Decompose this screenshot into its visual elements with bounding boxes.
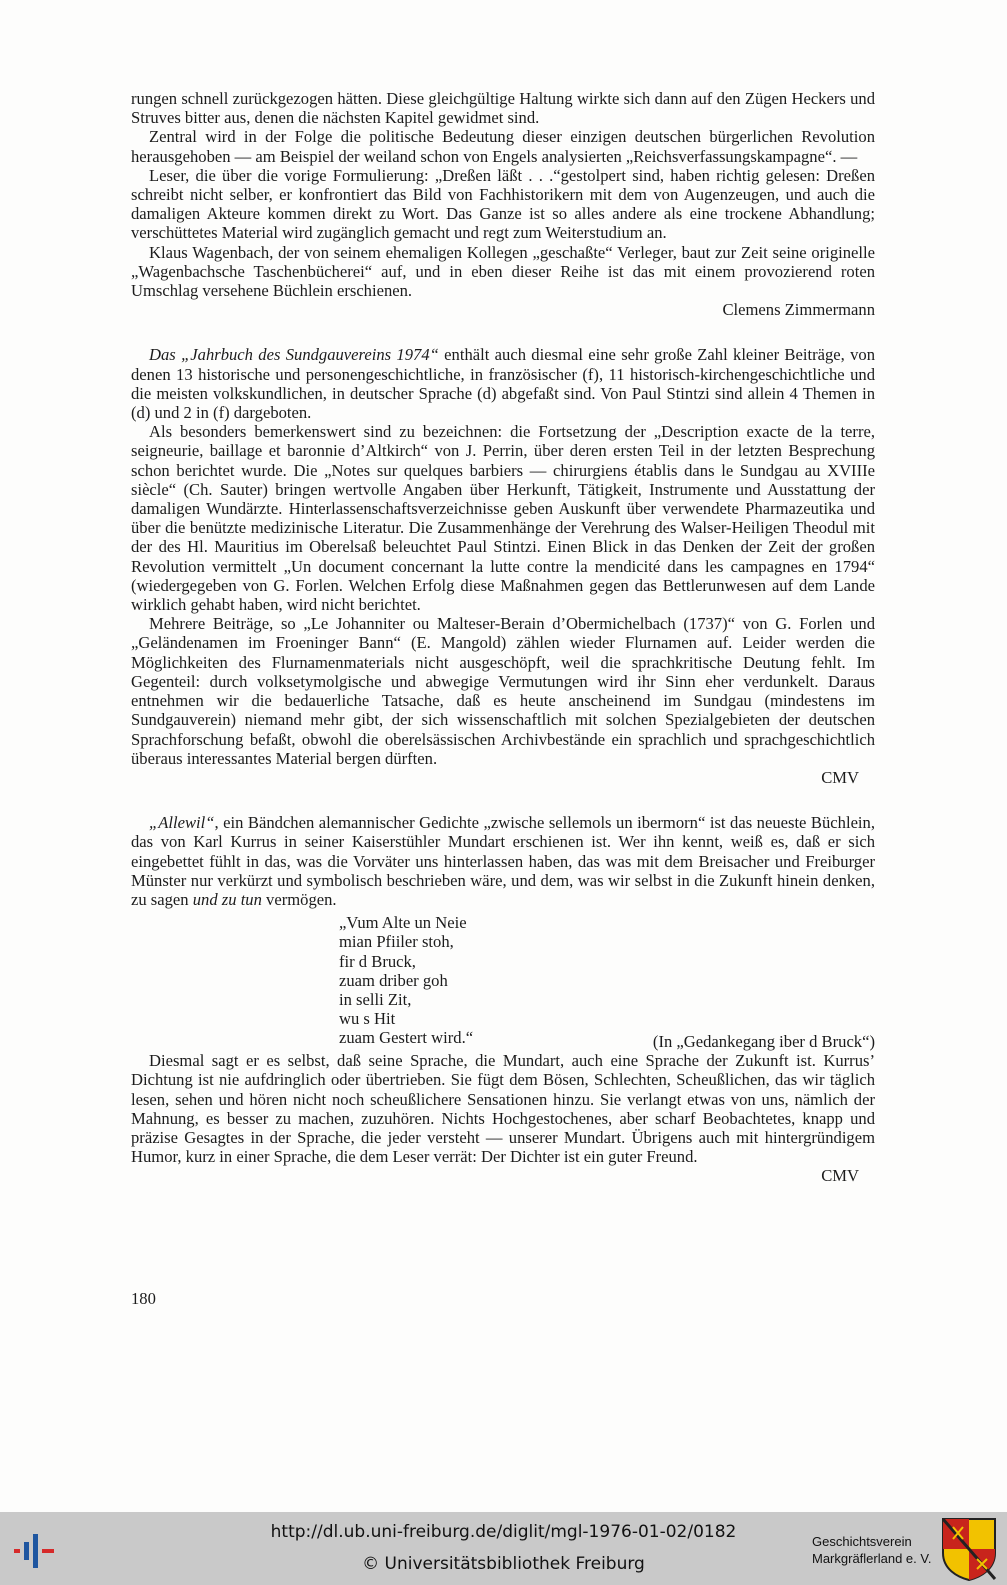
poem-line: wu s Hit [339, 1009, 396, 1029]
poem-block [131, 913, 875, 1051]
paragraph-text: vermögen. [261, 889, 337, 909]
paragraph: Zentral wird in der Folge die politische Bedeutung dieser einzigen deutschen bürgerlichen Revolution herausgehoben — am Beispiel der weiland schon von Engels analysierten „Reichsverfassungskampagne“. — [131, 127, 875, 166]
book-title: „Allewil“ [149, 813, 215, 833]
review-allewil [131, 813, 875, 1185]
poem-line: zuam driber goh [339, 970, 448, 990]
signature: CMV [821, 767, 859, 787]
review-sundgau [131, 345, 875, 787]
page-number: 180 [131, 1289, 156, 1308]
footer-bar [0, 1512, 1007, 1585]
paragraph: rungen schnell zurückgezogen hätten. Diese gleichgültige Haltung wirkte sich dann auf den Zügen Heckers und Struves bitter aus, denen die nächsten Kapitel gewidmet sind. [131, 89, 875, 128]
organization-line: Markgräflerland e. V. [812, 1551, 932, 1566]
poem-line: mian Pfiiler stoh, [339, 932, 454, 952]
poem-line: „Vum Alte un Neie [339, 913, 467, 933]
organization-line: Geschichtsverein [812, 1534, 912, 1549]
paragraph: Als besonders bemerkenswert sind zu bezeichnen: die Fortsetzung der „Description exacte de la terre, seigneurie, baillage et baronnie d’Altkirch“ von J. Perrin, über deren ersten Teil in der letzten Besprechung schon berichtet wurde. Die „Notes sur quelques barbiers — chirurgiens établis dans le Sundgau au XVIIIe siècle“ (Ch. Sauter) bringen wertvolle Angaben über Herkunft, Tätigkeit, Instrumente und Ausstattung der damaligen Wundärzte. Hinterlassenschaftsverzeichnisse geben Auskunft über verwendete Pharmazeutika und über die benützte medizinische Literatur. Die Zusammenhänge der Verehrung des Walser-Heiligen Theodul mit der des Hl. Mauritius im Oberelsaß beleuchtet Paul Stintzi. Einen Blick in das Denken der Zeit der großen Revolution vermittelt „Un document concernant la lutte contre la mendicité dans les campagnes en 1794“ (wiedergegeben von G. Forlen. Welchen Erfolg diese Maßnahmen gegen das Bettlerunwesen auf dem Lande wirklich gehabt haben, wird nicht berichtet. [131, 422, 875, 615]
poem-line: zuam Gestert wird.“ [339, 1028, 474, 1048]
paragraph-text: enthält auch diesmal eine sehr große Zahl kleiner Beiträge, von denen 13 historische und personengeschichtliche, in französischer (f), 11 historisch-kirchengeschichtliche und die meisten volkskundlichen, in deutscher Sprache (d) abgefaßt sind. Von Paul Stintzi sind allein 4 Themen in (d) und 2 in (f) dargeboten. [131, 345, 875, 423]
organization-name [812, 1533, 931, 1567]
signature: CMV [821, 1166, 859, 1186]
poem-line: fir d Bruck, [339, 951, 416, 971]
paragraph [131, 345, 875, 422]
signature: Clemens Zimmermann [722, 300, 875, 320]
copyright-notice: © Universitätsbibliothek Freiburg [362, 1554, 645, 1574]
paragraph: Mehrere Beiträge, so „Le Johanniter ou Malteser-Berain d’Obermichelbach (1737)“ von G. Forlen und „Geländenamen im Froeninger Bann“ (E. Mangold) zählen wieder Flurnamen auf. Leider werden die Möglichkeiten des Flurnamenmaterials nicht ausgeschöpft, weil die sprachkritische Deutung fehlt. Im Gegenteil: durch volksetymolgische und abwegige Vermutungen wird ihr Sinn eher verdunkelt. Daraus entnehmen wir die bedauerliche Tatsache, daß es heute anscheinend im Sundgau (mindestens im Sundgauverein) niemand mehr gibt, der sich wissenschaftlich mit solchen Spezialgebieten der deutschen Sprachforschung befaßt, obwohl die oberelsässischen Archivbestände ein sprachlich und sprachgeschichtlich überaus interessantes Material bergen dürften. [131, 614, 875, 768]
paragraph: Leser, die über die vorige Formulierung: „Dreßen läßt . . .“gestolpert sind, haben richtig gelesen: Dreßen schreibt nicht selber, er konfrontiert das Bild von Fachhistorikern mit dem von Augenzeugen, und auch die damaligen Akteure kommen direkt zu Wort. Das Ganze ist so alles andere als eine trockene Abhandlung; verschüttetes Material wird zugänglich gemacht und regt zum Weiterstudium an. [131, 165, 875, 243]
paragraph-text: , ein Bändchen alemannischer Gedichte „zwische sellemols un ibermorn“ ist das neueste Büchlein, das von Karl Kurrus in seiner Kaiserstühler Mundart erschienen ist. Wer ihn kennt, weiß es, daß er sich eingebettet fühlt in das, was die Vorväter uns hinterlassen haben, das was mit dem Breisacher und Freiburger Münster nur verkürzt und symbolisch beschrieben wäre, und dem, was wir selbst in die Zukunft hinein denken, zu sagen [131, 813, 875, 909]
book-title: Das „Jahrbuch des Sundgauvereins 1974“ [149, 345, 439, 365]
source-url[interactable]: http://dl.ub.uni-freiburg.de/diglit/mgl-1976-01-02/0182 [270, 1522, 737, 1542]
coat-of-arms-icon [941, 1517, 997, 1581]
text-column [131, 89, 875, 1186]
paragraph [131, 813, 875, 909]
poem [339, 913, 473, 1047]
poem-line: in selli Zit, [339, 989, 412, 1009]
paragraph: Diesmal sagt er es selbst, daß seine Sprache, die Mundart, auch eine Sprache der Zukunft ist. Kurrus’ Dichtung ist nie aufdringlich oder übertrieben. Sie fügt dem Bösen, Schlechten, Scheußlichen, das wir täglich lesen, sehen und hören nicht noch scheußlichere Sensationen hinzu. Sie verlangt etwas von uns, nämlich der Mahnung, es besser zu machen, zuzuhören. Nichts Hochgestochenes, aber scharf Beobachtetes, knapp und präzise Gesagtes in der Sprache, die jeder versteht — unserer Mundart. Übrigens auch mit hintergründigem Humor, kurz in einer Sprache, die dem Leser verrät: Der Dichter ist ein guter Freund. [131, 1051, 875, 1167]
paragraph: Klaus Wagenbach, der von seinem ehemaligen Kollegen „geschaßte“ Verleger, baut zur Zeit seine originelle „Wagenbachsche Taschenbücherei“ auf, und in eben dieser Reihe ist das mit einem provozierend roten Umschlag versehene Büchlein erschienen. [131, 242, 875, 301]
emphasis: und zu tun [192, 889, 262, 909]
poem-source: (In „Gedankegang iber d Bruck“) [652, 1031, 875, 1051]
